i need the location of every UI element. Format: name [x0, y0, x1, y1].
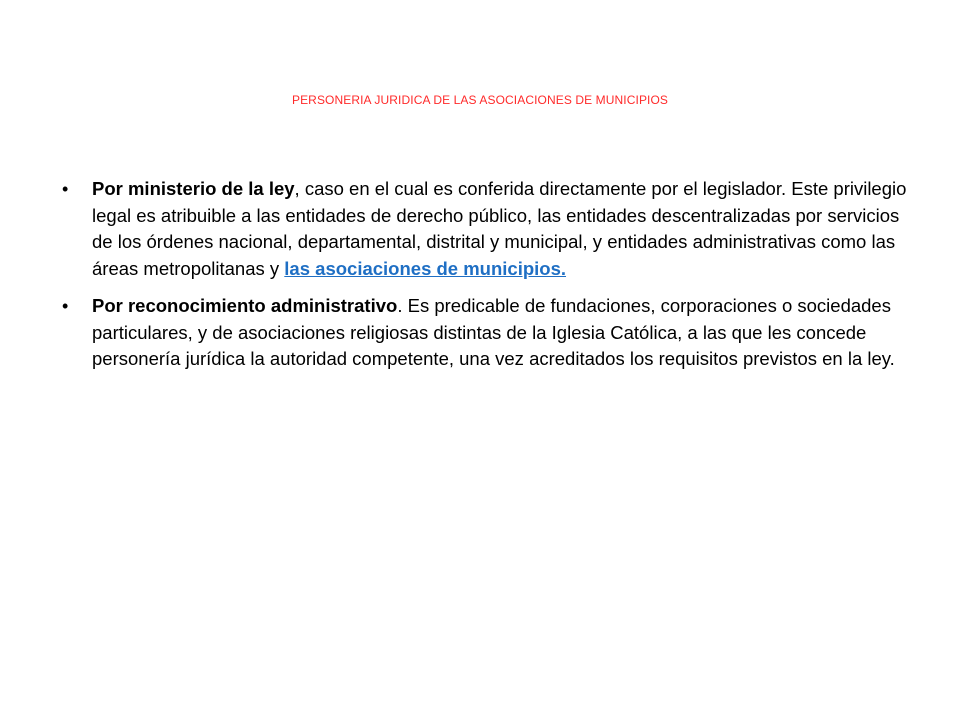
bullet-icon: •	[62, 296, 69, 316]
bullet-icon: •	[62, 179, 69, 199]
slide-title: PERSONERIA JURIDICA DE LAS ASOCIACIONES DE MUNICIPIOS	[291, 93, 669, 107]
bullet-item-ministerio-ley	[62, 176, 912, 282]
asociaciones-municipios-link[interactable]: las asociaciones de municipios.	[284, 257, 567, 279]
bullet-text: , caso en el cual es conferida directamente por el legislador. Este privilegio legal es atribuible a las entidades de derecho público, las entidades descentralizadas por servicios de los órdenes nacional, departamental, distrital y municipal, y entidades administrativas como las áreas metropolitanas y	[92, 178, 907, 279]
bullet-heading: Por ministerio de la ley	[92, 178, 295, 199]
bullet-list	[62, 176, 912, 384]
bullet-heading: Por reconocimiento administrativo	[92, 295, 398, 316]
bullet-text: . Es predicable de fundaciones, corporaciones o sociedades particulares, y de asociaciones religiosas distintas de la Iglesia Católica, a las que les concede personería jurídica la autoridad competente, una vez acreditados los requisitos previstos en la ley.	[92, 295, 895, 369]
bullet-item-reconocimiento-administrativo	[62, 293, 912, 373]
